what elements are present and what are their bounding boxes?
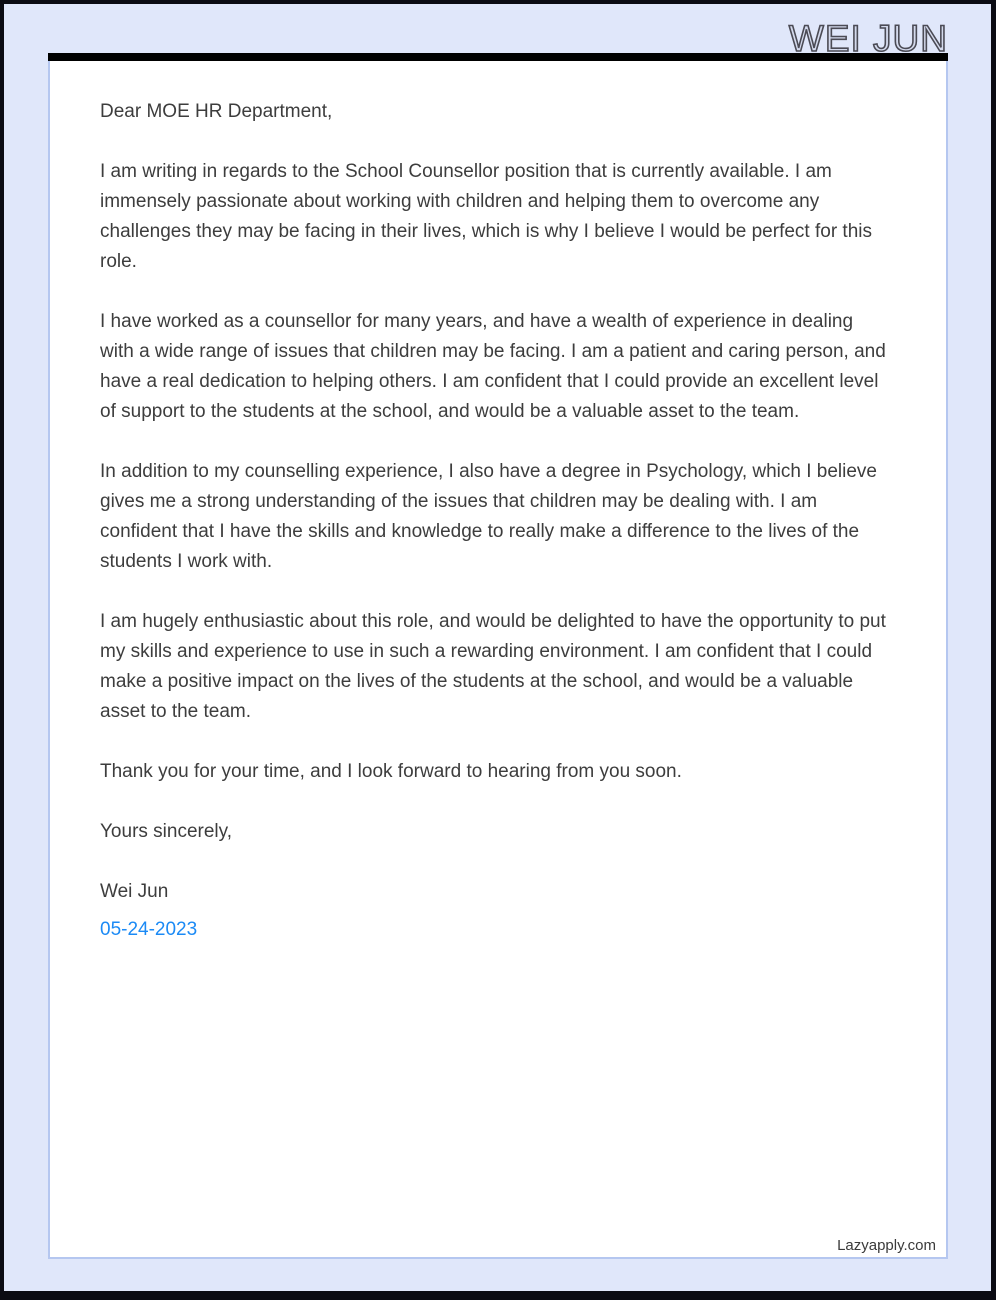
signature-name: Wei Jun xyxy=(100,881,169,902)
header-divider xyxy=(48,53,948,1259)
letter-paragraph: I am hugely enthusiastic about this role, and would be delighted to have the opportunity to put my skills and experience to use in such a rewarding environment. I am confident that I could make a positive impact on the lives of the students at the school, and would be a valuable asset to the team. xyxy=(100,611,886,722)
letter-body xyxy=(48,61,948,1259)
salutation: Dear MOE HR Department, xyxy=(100,101,333,122)
closing-line: Thank you for your time, and I look forward to hearing from you soon. xyxy=(100,761,682,782)
letter-date: 05-24-2023 xyxy=(100,919,198,940)
letter-paragraph: I am writing in regards to the School Counsellor position that is currently available. I am immensely passionate about working with children and helping them to overcome any challenges they may be facing in their lives, which is why I believe I would be perfect for this role. xyxy=(100,161,872,272)
valediction: Yours sincerely, xyxy=(100,821,233,842)
watermark: Lazyapply.com xyxy=(837,1237,936,1254)
letterhead xyxy=(4,4,991,59)
letter-paragraph: In addition to my counselling experience, I also have a degree in Psychology, which I believe gives me a strong understanding of the issues that children may be dealing with. I am confident that I have the skills and knowledge to really make a difference to the lives of the students I work with. xyxy=(100,461,877,572)
letter-paragraph: I have worked as a counsellor for many years, and have a wealth of experience in dealing with a wide range of issues that children may be facing. I am a patient and caring person, and have a real dedication to helping others. I am confident that I could provide an excellent level of support to the students at the school, and would be a valuable asset to the team. xyxy=(100,311,886,422)
letterhead-name: WEI JUN xyxy=(788,18,948,59)
